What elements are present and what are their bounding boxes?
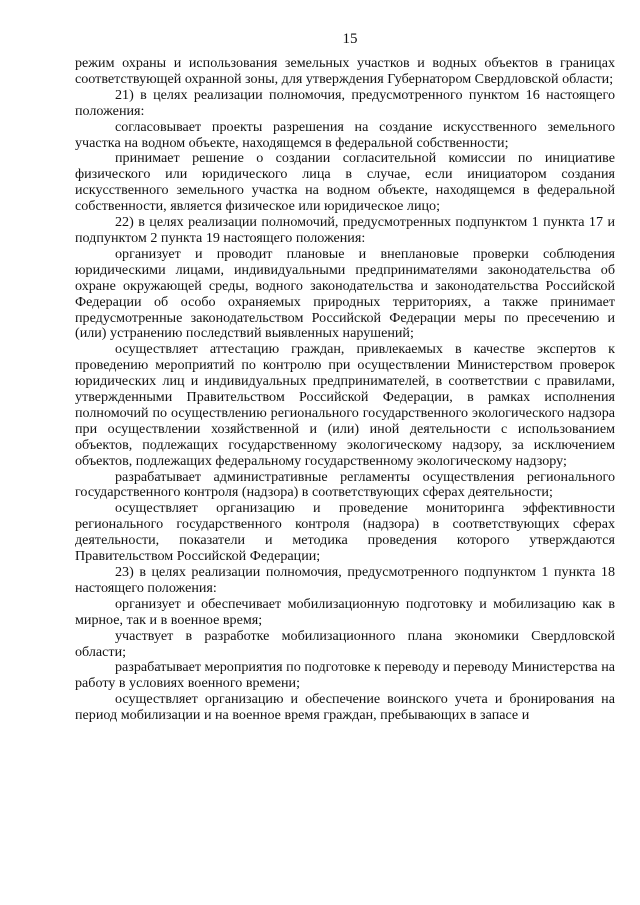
page-number: 15 <box>342 31 358 47</box>
paragraph-item-23-wartime-transfer: разрабатывает мероприятия по подготовке к переводу и переводу Министерства на работу в условиях военного времени; <box>75 659 615 692</box>
paragraph-item-22-monitoring: осуществляет организацию и проведение мониторинга эффективности регионального государственного контроля (надзора) в соответствующих сферах деятельности, показатели и методика проведения которого утверждаются Правительством Российской Федерации; <box>75 500 615 565</box>
paragraph-item-23-mobilization-plan: участвует в разработке мобилизационного плана экономики Свердловской области; <box>75 627 615 660</box>
paragraph-item-23-military-registration: осуществляет организацию и обеспечение воинского учета и бронирования на период мобилизации и на военное время граждан, пребывающих в запасе и <box>75 691 615 724</box>
paragraph-item-22: 22) в целях реализации полномочий, предусмотренных подпунктом 1 пункта 17 и подпунктом 2 пункта 19 настоящего положения: <box>75 214 615 246</box>
paragraph-item-23: 23) в целях реализации полномочия, предусмотренного подпунктом 1 пункта 18 настоящего положения: <box>75 564 615 596</box>
paragraph-continuation: режим охраны и использования земельных участков и водных объектов в границах соответствующей охранной зоны, для утверждения Губернатором Свердловской области; <box>75 55 615 87</box>
document-page <box>75 30 615 724</box>
paragraph-item-23-mobilization: организует и обеспечивает мобилизационную подготовку и мобилизацию как в мирное, так и в военное время; <box>75 595 615 628</box>
paragraph-item-21-conciliation-commission: принимает решение о создании согласительной комиссии по инициативе физического или юридического лица в случае, если инициатором создания искусственного земельного участка на водном объекте, находящемся в федеральной собственности, является физическое или юридическое лицо; <box>75 150 615 215</box>
paragraph-item-22-inspections: организует и проводит плановые и внеплановые проверки соблюдения юридическими лицами, индивидуальными предпринимателями законодательства об охране окружающей среды, водного законодательства и законодательства Российской Федерации об особо охраняемых природных территориях, а также принимает предусмотренные законодательством Российской Федерации меры по пресечению и (или) устранению последствий выявленных нарушений; <box>75 245 615 342</box>
paragraph-item-21-approve-projects: согласовывает проекты разрешения на создание искусственного земельного участка на водном объекте, находящемся в федеральной собственности; <box>75 118 615 151</box>
paragraph-item-22-expert-attestation: осуществляет аттестацию граждан, привлекаемых в качестве экспертов к проведению мероприятий по контролю при осуществлении Министерством проверок юридических лиц и индивидуальных предпринимателей, в соответствии с правилами, утвержденными Правительством Российской Федерации, в рамках исполнения полномочий по осуществлению регионального государственного экологического надзора при осуществлении хозяйственной и (или) иной деятельности с использованием объектов, подлежащих государственному экологическому надзору, за исключением объектов, подлежащих федеральному государственному экологическому надзору; <box>75 341 615 469</box>
paragraph-item-22-regulations: разрабатывает административные регламенты осуществления регионального государственного контроля (надзора) в соответствующих сферах деятельности; <box>75 468 615 501</box>
paragraph-item-21: 21) в целях реализации полномочия, предусмотренного пунктом 16 настоящего положения: <box>75 86 615 119</box>
